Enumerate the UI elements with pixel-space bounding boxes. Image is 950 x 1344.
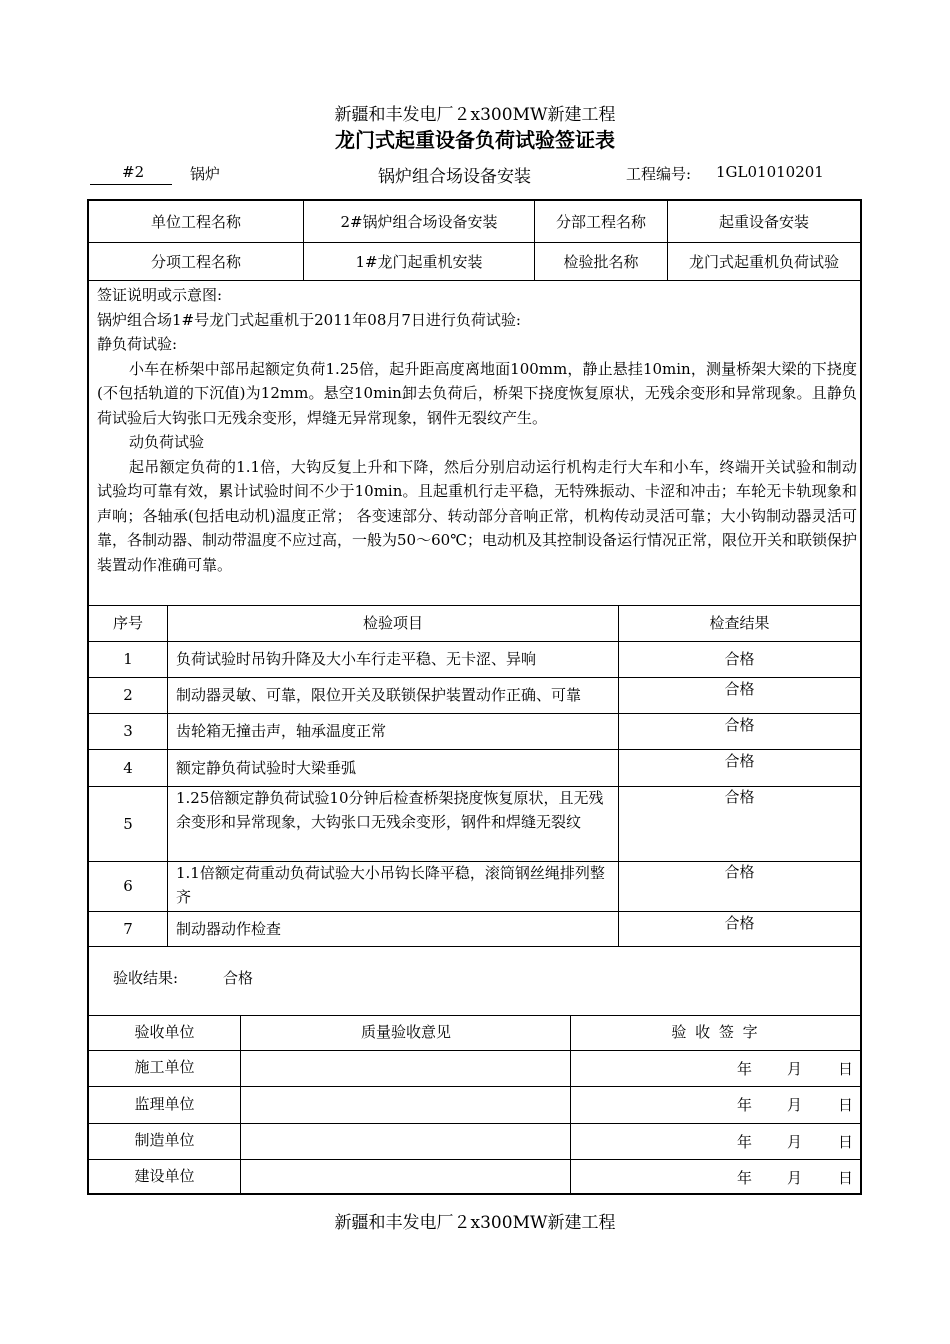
col-header-no: 序号 [112,614,143,632]
unit-project-value: 2#锅炉组合场设备安装 [340,212,498,231]
sub-project-value: 起重设备安装 [718,212,809,231]
row-item: 制动器灵敏、可靠，限位开关及联锁保护装置动作正确、可靠 [176,686,582,704]
info-bottom-border [89,280,860,281]
day-label: 日 [838,1169,854,1187]
description-intro: 锅炉组合场1#号龙门式起重机于2011年08月7日进行负荷试验: [97,310,521,329]
row-no: 3 [123,722,133,740]
row-item: 负荷试验时吊钩升降及大小车行走平稳、无卡涩、异响 [176,650,537,668]
year-label: 年 [737,1169,753,1187]
batch-value: 龙门式起重机负荷试验 [688,252,839,271]
acceptance-value: 合格 [223,969,254,987]
row-no: 6 [123,877,133,895]
signoff-unit: 监理单位 [134,1094,195,1113]
unit-number-underline [90,184,172,185]
signoff-date [571,1158,860,1193]
static-test-title: 静负荷试验: [97,335,178,353]
document-title: 龙门式起重设备负荷试验签证表 [335,128,615,152]
row-item: 1.1倍额定荷重动负荷试验大小吊钩长降平稳，滚筒钢丝绳排列整齐 [176,864,605,906]
description-block [97,283,857,577]
row-item: 1.25倍额定静负荷试验10分钟后检查桥架挠度恢复原状，且无残余变形和异常现象，大钩张口无残余变形，钢件和焊缝无裂纹 [176,789,604,831]
row-result: 合格 [724,752,755,770]
day-label: 日 [838,1096,854,1114]
year-label: 年 [737,1096,753,1114]
signoff-unit: 建设单位 [134,1166,195,1185]
unit-type: 锅炉 [190,165,221,183]
description-heading: 签证说明或示意图: [97,286,223,304]
col-header-item: 检验项目 [362,614,423,632]
day-label: 日 [838,1060,854,1078]
signoff-date [571,1049,860,1085]
document-footer: 新疆和丰发电厂２x300MW新建工程 [334,1213,616,1233]
day-label: 日 [838,1133,854,1151]
col-header-result: 检查结果 [709,614,770,632]
row-no: 5 [123,814,133,833]
project-code-label: 工程编号: [626,165,692,183]
static-test-body: 小车在桥架中部吊起额定负荷1.25倍，起升距高度离地面100mm，静止悬挂10min，测量桥架大梁的下挠度(不包括轨道的下沉值)为12mm。悬空10min卸去负荷后，桥架下挠度恢复原状，无残余变形和异常现象。且静负荷试验后大钩张口无残余变形，焊缝无异常现象，钢件无裂纹产生。 [97,359,857,427]
inspection-bottom-border [89,946,860,947]
acceptance-label: 验收结果: [113,969,179,987]
signoff-unit: 制造单位 [134,1131,195,1149]
signoff-header-unit: 验收单位 [134,1022,195,1041]
signoff-header-opinion: 质量验收意见 [360,1022,451,1041]
unit-number: #2 [122,163,145,181]
row-result: 合格 [724,863,755,881]
row-no: 2 [123,686,133,704]
month-label: 月 [787,1133,803,1151]
batch-label: 检验批名称 [563,252,639,271]
row-result: 合格 [724,650,755,668]
dynamic-test-title: 动负荷试验 [129,433,205,451]
signoff-header-sign: 验 收 签 字 [671,1022,760,1041]
month-label: 月 [787,1169,803,1187]
row-result: 合格 [724,914,755,932]
month-label: 月 [787,1060,803,1078]
project-code: 1GL01010201 [716,163,824,181]
year-label: 年 [737,1133,753,1151]
row-result: 合格 [724,680,755,698]
row-item: 齿轮箱无撞击声，轴承温度正常 [176,722,387,740]
signoff-unit: 施工单位 [134,1058,195,1076]
dynamic-test-body: 起吊额定负荷的1.1倍，大钩反复上升和下降，然后分别启动运行机构走行大车和小车，终端开关试验和制动试验均可靠有效，累计试验时间不少于10min。且起重机行走平稳，无特殊振动、卡涩和冲击；车轮无卡轨现象和声响；各轴承(包括电动机)温度正常； 各变速部分、转动部分音响正常，机构传动灵活可靠；大小钩制动器灵活可靠，各制动器、制动带温度不应过高，一般为50～60℃；电动机及其控制设备运行情况正常，限位开关和联锁保护装置动作准确可靠。 [97,457,857,574]
inspection-col-divider-1 [167,605,168,946]
sub-project-label: 分部工程名称 [555,212,646,231]
row-result: 合格 [724,788,755,806]
row-item: 制动器动作检查 [176,920,282,938]
row-no: 4 [123,758,133,777]
document-subtitle: 新疆和丰发电厂２x300MW新建工程 [334,105,616,125]
signoff-date [571,1085,860,1122]
unit-project-label: 单位工程名称 [150,212,241,231]
month-label: 月 [787,1096,803,1114]
project-name: 锅炉组合场设备安装 [378,167,531,187]
year-label: 年 [737,1060,753,1078]
row-no: 7 [123,919,133,938]
row-no: 1 [123,650,133,668]
row-item: 额定静负荷试验时大梁垂弧 [176,759,357,777]
signoff-date [571,1122,860,1158]
item-project-label: 分项工程名称 [150,252,241,271]
item-project-value: 1#龙门起重机安装 [355,252,483,271]
row-result: 合格 [724,716,755,734]
